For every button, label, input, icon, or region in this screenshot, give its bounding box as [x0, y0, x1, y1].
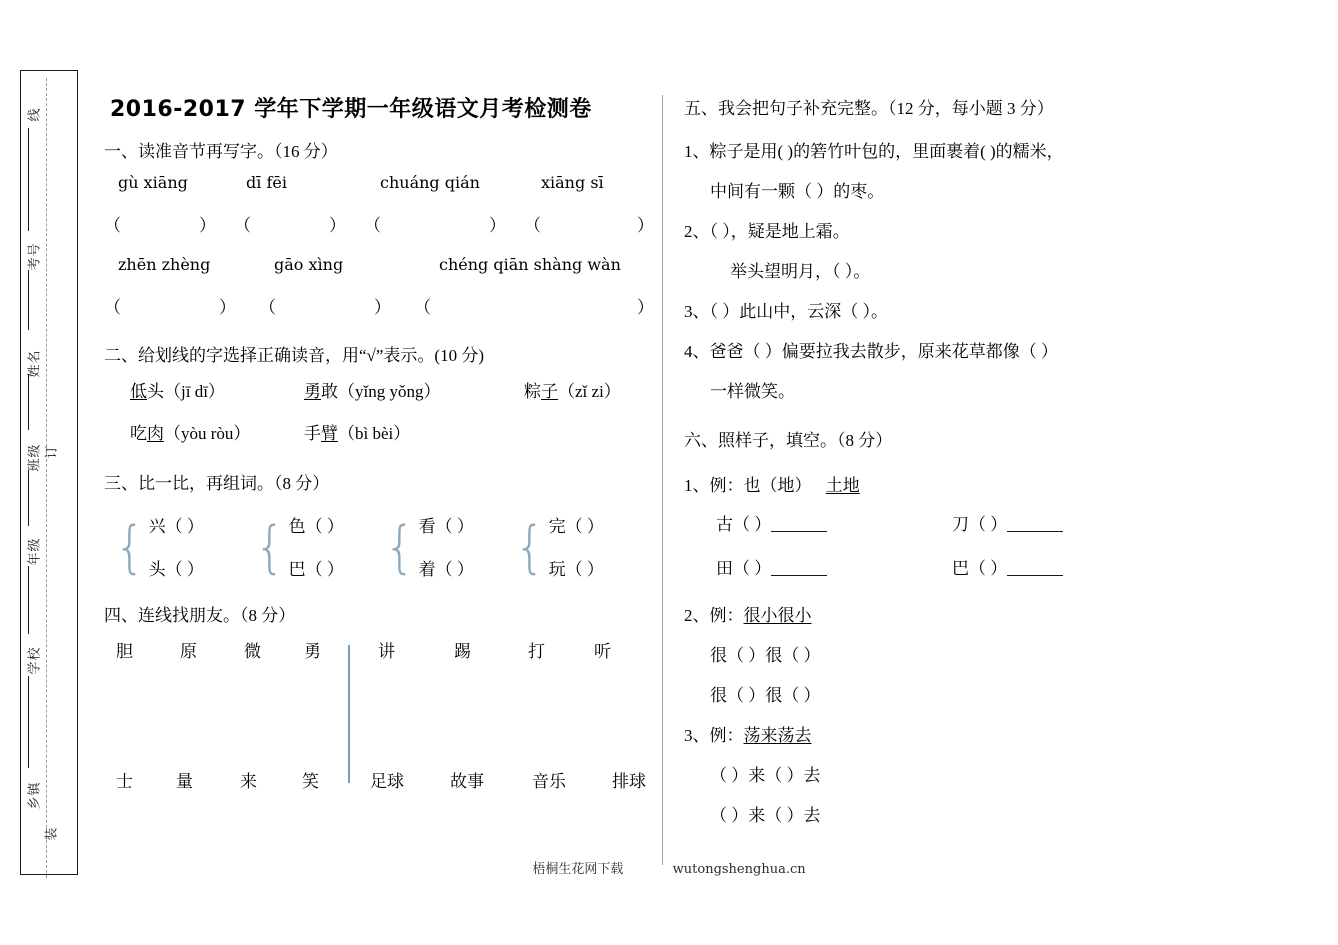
s6-q1-r2-right-blank[interactable]	[1007, 560, 1063, 576]
s2-item-4-underlined: 肉	[147, 424, 164, 443]
paren-close-6: ）	[374, 298, 391, 317]
pinyin-xiang-si: xiāng sī	[541, 173, 604, 192]
match-left-bottom-4[interactable]: 笑	[302, 772, 319, 791]
section-1-heading: 一、读准音节再写字。（16 分）	[104, 142, 338, 161]
paren-open-7: （	[414, 298, 431, 317]
brace-group-1	[112, 505, 204, 591]
s6-q3-label-row	[684, 716, 1312, 756]
s6-q1-r2-right-text: 巴（ ）	[952, 559, 1008, 578]
s6-q3-label: 3、例：	[684, 726, 744, 745]
paren-open-1: （	[104, 216, 121, 235]
s6-q2-example: 很小很小	[743, 606, 812, 625]
left-column	[104, 92, 652, 797]
section-1-answer-row-2[interactable]	[104, 293, 652, 337]
section-3-brace-groups	[104, 505, 652, 591]
s6-q1-r2-right[interactable]	[952, 554, 1063, 579]
s6-q1-row-2[interactable]	[684, 550, 1312, 596]
s6-q1-r1-right-blank[interactable]	[1007, 516, 1063, 532]
match-left-top-1[interactable]: 胆	[116, 642, 133, 661]
brace-1-bottom[interactable]: 头（ ）	[148, 560, 204, 579]
section-6-heading: 六、照样子，填空。（8 分）	[684, 431, 893, 450]
brace-group-4	[512, 505, 604, 591]
pinyin-di-fei: dī fēi	[246, 173, 287, 192]
s5-item-4-line-2[interactable]: 一样微笑。	[710, 382, 795, 401]
s5-item-1-line-2[interactable]: 中间有一颗（ ）的枣。	[710, 182, 885, 201]
seal-label-town: 乡镇	[26, 781, 42, 810]
s2-item-5-options[interactable]: （bì bèi）	[338, 424, 411, 443]
section-4-matching-area[interactable]	[104, 637, 652, 797]
page-title: 2016-2017 学年下学期一年级语文月考检测卷	[110, 97, 592, 122]
s6-q1-label: 1、例：也（地）	[684, 476, 812, 495]
brace-1-top[interactable]: 兴（ ）	[148, 517, 204, 536]
seal-label-grade: 年级	[26, 537, 42, 566]
match-right-top-4[interactable]: 听	[594, 642, 611, 661]
s6-q1-r1-right-text: 刀（ ）	[952, 515, 1008, 534]
section-2-heading: 二、给划线的字选择正确读音，用“√”表示。(10 分)	[104, 346, 484, 365]
match-right-bottom-2[interactable]: 故事	[450, 772, 484, 791]
brace-3-bottom[interactable]: 着（ ）	[418, 560, 474, 579]
s2-item-4-pre: 吃	[130, 424, 147, 443]
page-footer	[0, 858, 1338, 877]
brace-group-2	[252, 505, 344, 591]
s6-q2-row-2[interactable]: 很（ ）很（ ）	[710, 686, 821, 705]
match-left-top-3[interactable]: 微	[244, 642, 261, 661]
match-left-bottom-3[interactable]: 来	[240, 772, 257, 791]
match-right-top-3[interactable]: 打	[528, 642, 545, 661]
brace-2-bottom[interactable]: 巴（ ）	[288, 560, 344, 579]
section-3-heading: 三、比一比，再组词。（8 分）	[104, 474, 330, 493]
s6-q2-row-1[interactable]: 很（ ）很（ ）	[710, 646, 821, 665]
brace-2-top[interactable]: 色（ ）	[288, 517, 344, 536]
paren-close-5: ）	[219, 298, 236, 317]
pinyin-gao-xing: gāo xìng	[274, 255, 344, 274]
pinyin-gu-xiang: gù xiāng	[118, 173, 188, 192]
s5-item-2-line-1[interactable]: 2、（ ），疑是地上霜。	[684, 222, 850, 241]
section-1-answer-row-1[interactable]	[104, 211, 652, 255]
match-left-bottom-2[interactable]: 量	[176, 772, 193, 791]
left-brace-icon-3: {	[384, 515, 415, 580]
right-column	[684, 92, 1312, 836]
left-brace-icon-4: {	[514, 515, 545, 580]
s6-q1-r2-left[interactable]	[716, 554, 827, 579]
s2-item-1-options[interactable]: （jī dī）	[164, 382, 225, 401]
seal-rule-3	[28, 374, 29, 430]
s6-q2-label: 2、例：	[684, 606, 744, 625]
s5-item-4-line-1[interactable]: 4、爸爸（ ）偏要拉我去散步，原来花草都像（ ）	[684, 342, 1058, 361]
seal-label-exam-no: 考号	[26, 242, 42, 271]
s2-item-1-rest: 头	[147, 382, 164, 401]
matching-separator	[348, 645, 350, 783]
s6-q1-r2-left-text: 田（ ）	[716, 559, 772, 578]
brace-4-bottom[interactable]: 玩（ ）	[548, 560, 604, 579]
s6-q1-label-row	[684, 466, 1312, 506]
paren-open-3: （	[364, 216, 381, 235]
s6-q1-r1-left-text: 古（ ）	[716, 515, 772, 534]
paren-open-6: （	[259, 298, 276, 317]
s6-q1-r1-left[interactable]	[716, 510, 827, 535]
s6-q3-row-2[interactable]: （ ）来（ ）去	[710, 806, 821, 825]
seal-rule-1	[28, 128, 29, 231]
s2-item-5-pre: 手	[304, 424, 321, 443]
paren-close-2: ）	[329, 216, 346, 235]
match-right-bottom-3[interactable]: 音乐	[532, 772, 566, 791]
section-1-pinyin-row-1	[104, 173, 652, 211]
s2-item-3-underlined: 子	[541, 382, 558, 401]
brace-group-3	[382, 505, 474, 591]
seal-label-bind: 订	[43, 444, 59, 459]
s6-q1-r1-left-blank[interactable]	[771, 516, 827, 532]
section-2-row-1[interactable]	[104, 377, 652, 419]
s6-q2-label-row	[684, 596, 1312, 636]
seal-label-school: 学校	[26, 646, 42, 675]
s2-item-2-rest: 敢	[321, 382, 338, 401]
paren-close-4: ）	[637, 216, 654, 235]
seal-rule-6	[28, 676, 29, 768]
footer-source-cn: 梧桐生花网下载	[532, 861, 624, 876]
s2-item-2-options[interactable]: （yǐng yǒng）	[338, 382, 441, 401]
match-left-top-2[interactable]: 原	[180, 642, 197, 661]
paren-open-5: （	[104, 298, 121, 317]
s5-item-2-line-2[interactable]: 举头望明月，（ ）。	[730, 262, 871, 281]
s6-q3-row-1[interactable]: （ ）来（ ）去	[710, 766, 821, 785]
seal-dashed-line	[46, 78, 47, 878]
seal-label-pack: 装	[43, 826, 59, 841]
paren-open-4: （	[524, 216, 541, 235]
seal-label-class: 班级	[26, 443, 42, 472]
match-right-bottom-4[interactable]: 排球	[612, 772, 646, 791]
s2-item-1[interactable]	[130, 377, 225, 402]
column-divider	[662, 95, 663, 865]
s2-item-3-options[interactable]: （zǐ zi）	[558, 382, 621, 401]
s5-item-1-line-1[interactable]: 1、粽子是用( )的箬竹叶包的，里面裹着( )的糯米，	[684, 142, 1064, 161]
section-4-heading: 四、连线找朋友。（8 分）	[104, 606, 296, 625]
section-5-heading: 五、我会把句子补充完整。（12 分，每小题 3 分）	[684, 99, 1054, 118]
seal-label-line: 线	[26, 107, 42, 122]
s2-item-2-underlined: 勇	[304, 382, 321, 401]
match-left-top-4[interactable]: 勇	[304, 642, 321, 661]
s2-item-4[interactable]	[130, 419, 250, 444]
s6-q3-example: 荡来荡去	[743, 726, 812, 745]
match-left-bottom-1[interactable]: 士	[116, 772, 133, 791]
match-right-top-2[interactable]: 踢	[454, 642, 471, 661]
brace-3-top[interactable]: 看（ ）	[418, 517, 474, 536]
s2-item-1-underlined: 低	[130, 382, 147, 401]
footer-source-url: wutongshenghua.cn	[672, 862, 806, 877]
s6-q1-example: 土地	[825, 476, 860, 495]
pinyin-chuang-qian: chuáng qián	[380, 173, 480, 192]
s6-q1-r2-left-blank[interactable]	[771, 560, 827, 576]
s6-q1-row-1[interactable]	[684, 506, 1312, 550]
s6-q1-r1-right[interactable]	[952, 510, 1063, 535]
seal-rule-5	[28, 566, 29, 634]
s5-item-3[interactable]: 3、（ ）此山中，云深（ ）。	[684, 302, 888, 321]
seal-rule-4	[28, 470, 29, 526]
s2-item-3-pre: 粽	[524, 382, 541, 401]
left-brace-icon-2: {	[254, 515, 285, 580]
s2-item-5-underlined: 臂	[321, 424, 338, 443]
paren-close-1: ）	[199, 216, 216, 235]
section-1-pinyin-row-2	[104, 255, 652, 293]
paren-open-2: （	[234, 216, 251, 235]
s2-item-4-options[interactable]: （yòu ròu）	[164, 424, 251, 443]
s2-item-3[interactable]	[524, 377, 621, 402]
section-2-row-2[interactable]	[104, 419, 652, 463]
seal-label-name: 姓名	[26, 349, 42, 378]
paren-close-7: ）	[637, 298, 654, 317]
paren-close-3: ）	[489, 216, 506, 235]
s2-item-2[interactable]	[304, 377, 440, 402]
left-brace-icon-1: {	[114, 515, 145, 580]
match-right-bottom-1[interactable]: 足球	[370, 772, 404, 791]
seal-rule-2	[28, 270, 29, 330]
match-right-top-1[interactable]: 讲	[378, 642, 395, 661]
brace-4-top[interactable]: 完（ ）	[548, 517, 604, 536]
pinyin-cheng-qian-shang-wan: chéng qiān shàng wàn	[439, 255, 621, 274]
s2-item-5[interactable]	[304, 419, 410, 444]
pinyin-zhen-zheng: zhēn zhèng	[118, 255, 211, 274]
